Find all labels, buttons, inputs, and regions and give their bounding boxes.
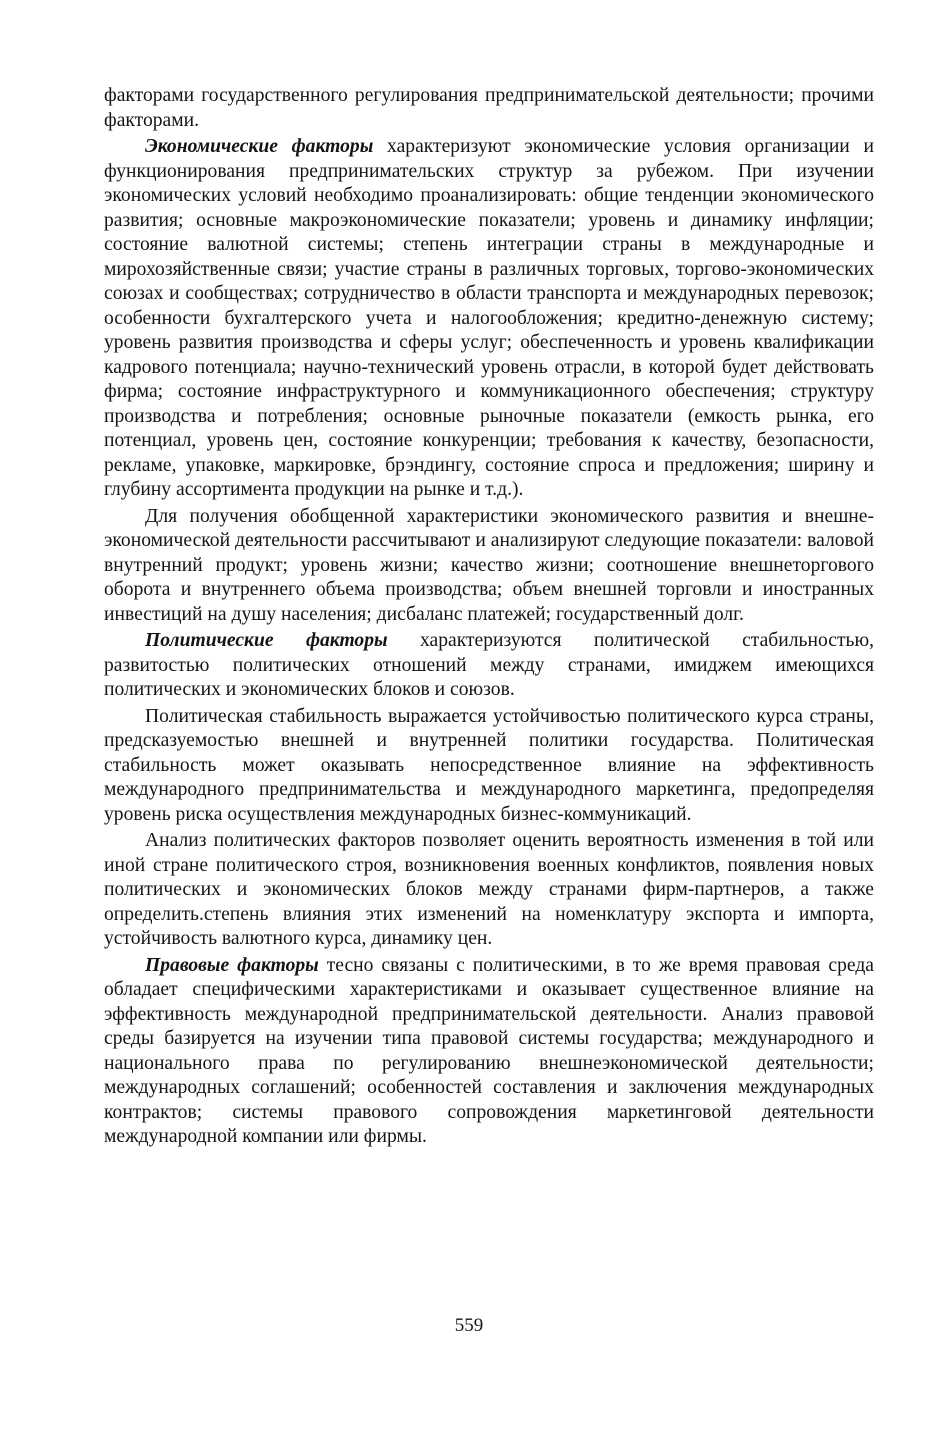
paragraph-text: характеризуют экономические условия организации и функционирования предпринимательских структур за рубежом. При изучении экономических условий необходимо проанализировать: общие тенденции экономического развития; основные макроэкономические показатели; уровень и динамику инфляции; состояние валютной системы; степень интеграции страны в международные и мирохозяйственные связи; участие страны в различных торговых, торгово-экономических союзах и сообществах; сотрудничество в области транспорта и международных перевозок; особенности бухгалтерского учета и налогообложения; кредитно-денежную систему; уровень развития производства и сферы услуг; обеспеченность и уровень квалификации кадрового потенциала; научно-технический уровень отрасли, в которой будет действовать фирма; состояние инфраструктурного и коммуникационного обеспечения; структуру производства и потребления; основные рыночные показатели (емкость рынка, его потенциал, уровень цен, состояние конкуренции; требования к качеству, безопасности, рекламе, упаковке, маркировке, брэндингу, состояние спроса и предложения; ширину и глубину ассортимента продукции на рынке и т.д.). [104, 136, 874, 500]
page-number: 559 [454, 1315, 484, 1336]
paragraph-political-factors [104, 629, 874, 703]
paragraph-text: Политическая стабильность выражается устойчивостью политического курса страны, предсказуемостью внешней и внутренней политики государства. Политическая стабильность может оказывать непосредственное влияние на эффективность международного предпринимательства и международного маркетинга, предопределяя уровень риска осуществления международных бизнес-коммуникаций. [104, 705, 874, 825]
paragraph-legal-factors [104, 954, 874, 1150]
page-body [104, 84, 874, 1150]
paragraph-economic-factors [104, 135, 874, 503]
paragraph-text: тесно связаны с политическими, в то же время правовая среда обладает специфическими характеристиками и оказывает существенное влияние на эффективность международной предпринимательской деятельности. Анализ правовой среды базируется на изучении типа правовой системы государства; международного и национального права по регулированию внешнеэкономической деятельности; международных соглашений; особенностей составления и заключения международных контрактов; системы правового сопровождения маркетинговой деятельности международной компании или фирмы. [104, 954, 874, 1147]
paragraph-text: Анализ политических факторов позволяет оценить вероятность изменения в той или иной стране политического строя, возникновения военных конфликтов, появления новых политических и экономических блоков между странами фирм-партнеров, а также определить.степень влияния этих изменений на номенклатуру экспорта и импорта, устойчивость валютного курса, динамику цен. [104, 830, 874, 949]
paragraph-continuation [104, 84, 874, 133]
paragraph-political-analysis [104, 829, 874, 952]
paragraph-text: факторами государственного регулирования предпринимательской деятельности; прочими факторами. [104, 85, 874, 131]
paragraph-indicators [104, 505, 874, 628]
term-legal-factors: Правовые факторы [145, 954, 319, 976]
term-economic-factors: Экономические факторы [145, 136, 374, 157]
paragraph-text: Для получения обобщенной характеристики экономического развития и внешне-экономической деятельности рассчитывают и анализируют следующие показатели: валовой внутренний продукт; уровень жизни; качество жизни; соотношение внешнеторгового оборота и внутреннего объема производства; объем внешней торговли и иностранных инвестиций на душу населения; дисбаланс платежей; государственный долг. [104, 505, 874, 625]
paragraph-text: характеризуются политической стабильностью, развитостью политических отношений между странами, имиджем имеющихся политических и экономических блоков и союзов. [104, 630, 874, 700]
paragraph-political-stability [104, 705, 874, 828]
term-political-factors: Политические факторы [145, 630, 388, 651]
